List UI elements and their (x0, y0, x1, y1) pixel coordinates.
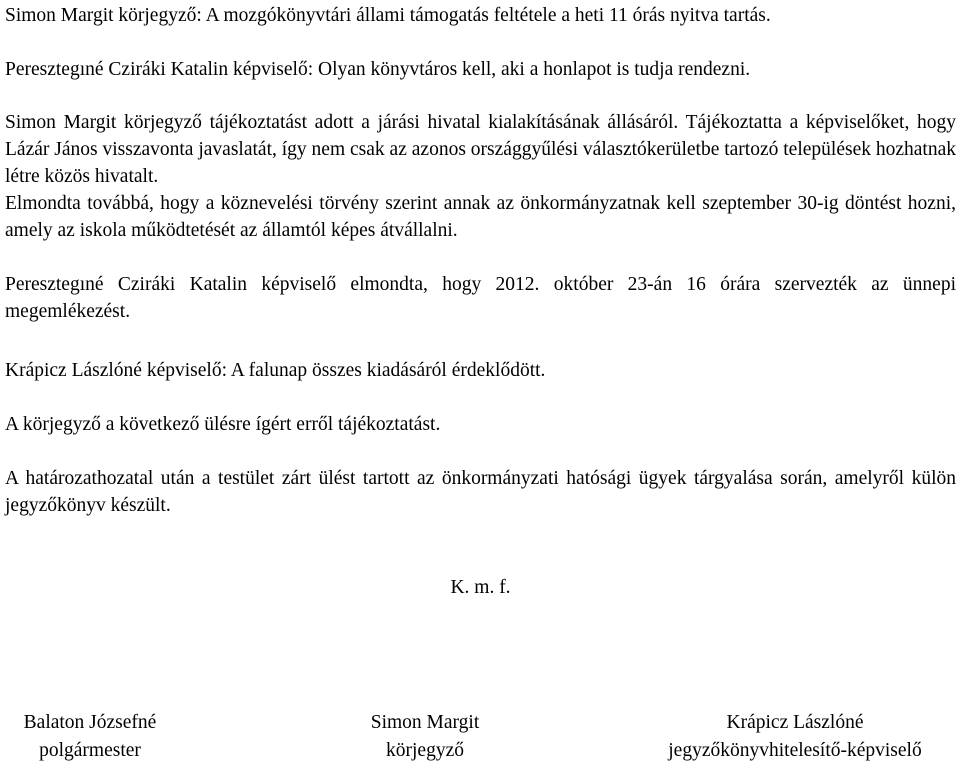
signature-notary (265, 709, 585, 765)
signature-mayor (0, 709, 250, 765)
signature-name: Simon Margit (370, 712, 480, 733)
paragraph-library-support: Simon Margit körjegyző: A mozgókönyvtári állami támogatás feltétele a heti 11 órás nyitva tartás. (5, 5, 771, 26)
closing-kmf: K. m. f. (450, 577, 511, 598)
paragraph-closed-session: A határozathozatal után a testület zárt ülést tartott az önkormányzati hatósági ügyek tárgyalása során, amelyről külön jegyzőkönyv készült. (5, 468, 956, 516)
signature-authenticator (635, 709, 955, 765)
paragraph-education-law: Elmondta továbbá, hogy a köznevelési törvény szerint annak az önkormányzatnak kell szeptember 30-ig döntést hozni, amely az iskola működtetését az államtól képes átvállalni. (5, 193, 956, 241)
signature-role: jegyzőkönyvhitelesítő-képviselő (668, 740, 922, 761)
paragraph-district-office: Simon Margit körjegyző tájékoztatást adott a járási hivatal kialakításának állásáról. Tájékoztatta a képviselőket, hogy Lázár János visszavonta javaslatát, így nem csak az azonos országgyűlési választókerületbe tartozó települések hozhatnak létre közös hivatalt. (5, 112, 956, 187)
paragraph-village-day-costs: Krápicz Lászlóné képviselő: A falunap összes kiadásáról érdeklődött. (5, 360, 546, 381)
signature-role: körjegyző (386, 740, 464, 761)
signature-name: Krápicz Lászlóné (726, 712, 864, 733)
paragraph-notary-promise: A körjegyző a következő ülésre ígért erről tájékoztatást. (5, 414, 441, 435)
paragraph-librarian-requirement: Peresztegıné Cziráki Katalin képviselő: Olyan könyvtáros kell, aki a honlapot is tudja rendezni. (5, 59, 751, 80)
paragraph-commemoration: Peresztegıné Cziráki Katalin képviselő elmondta, hogy 2012. október 23-án 16 órára szervezték az ünnepi megemlékezést. (5, 274, 956, 322)
section-district-office (5, 109, 956, 244)
signature-name: Balaton Józsefné (23, 712, 157, 733)
signature-role: polgármester (39, 740, 141, 761)
